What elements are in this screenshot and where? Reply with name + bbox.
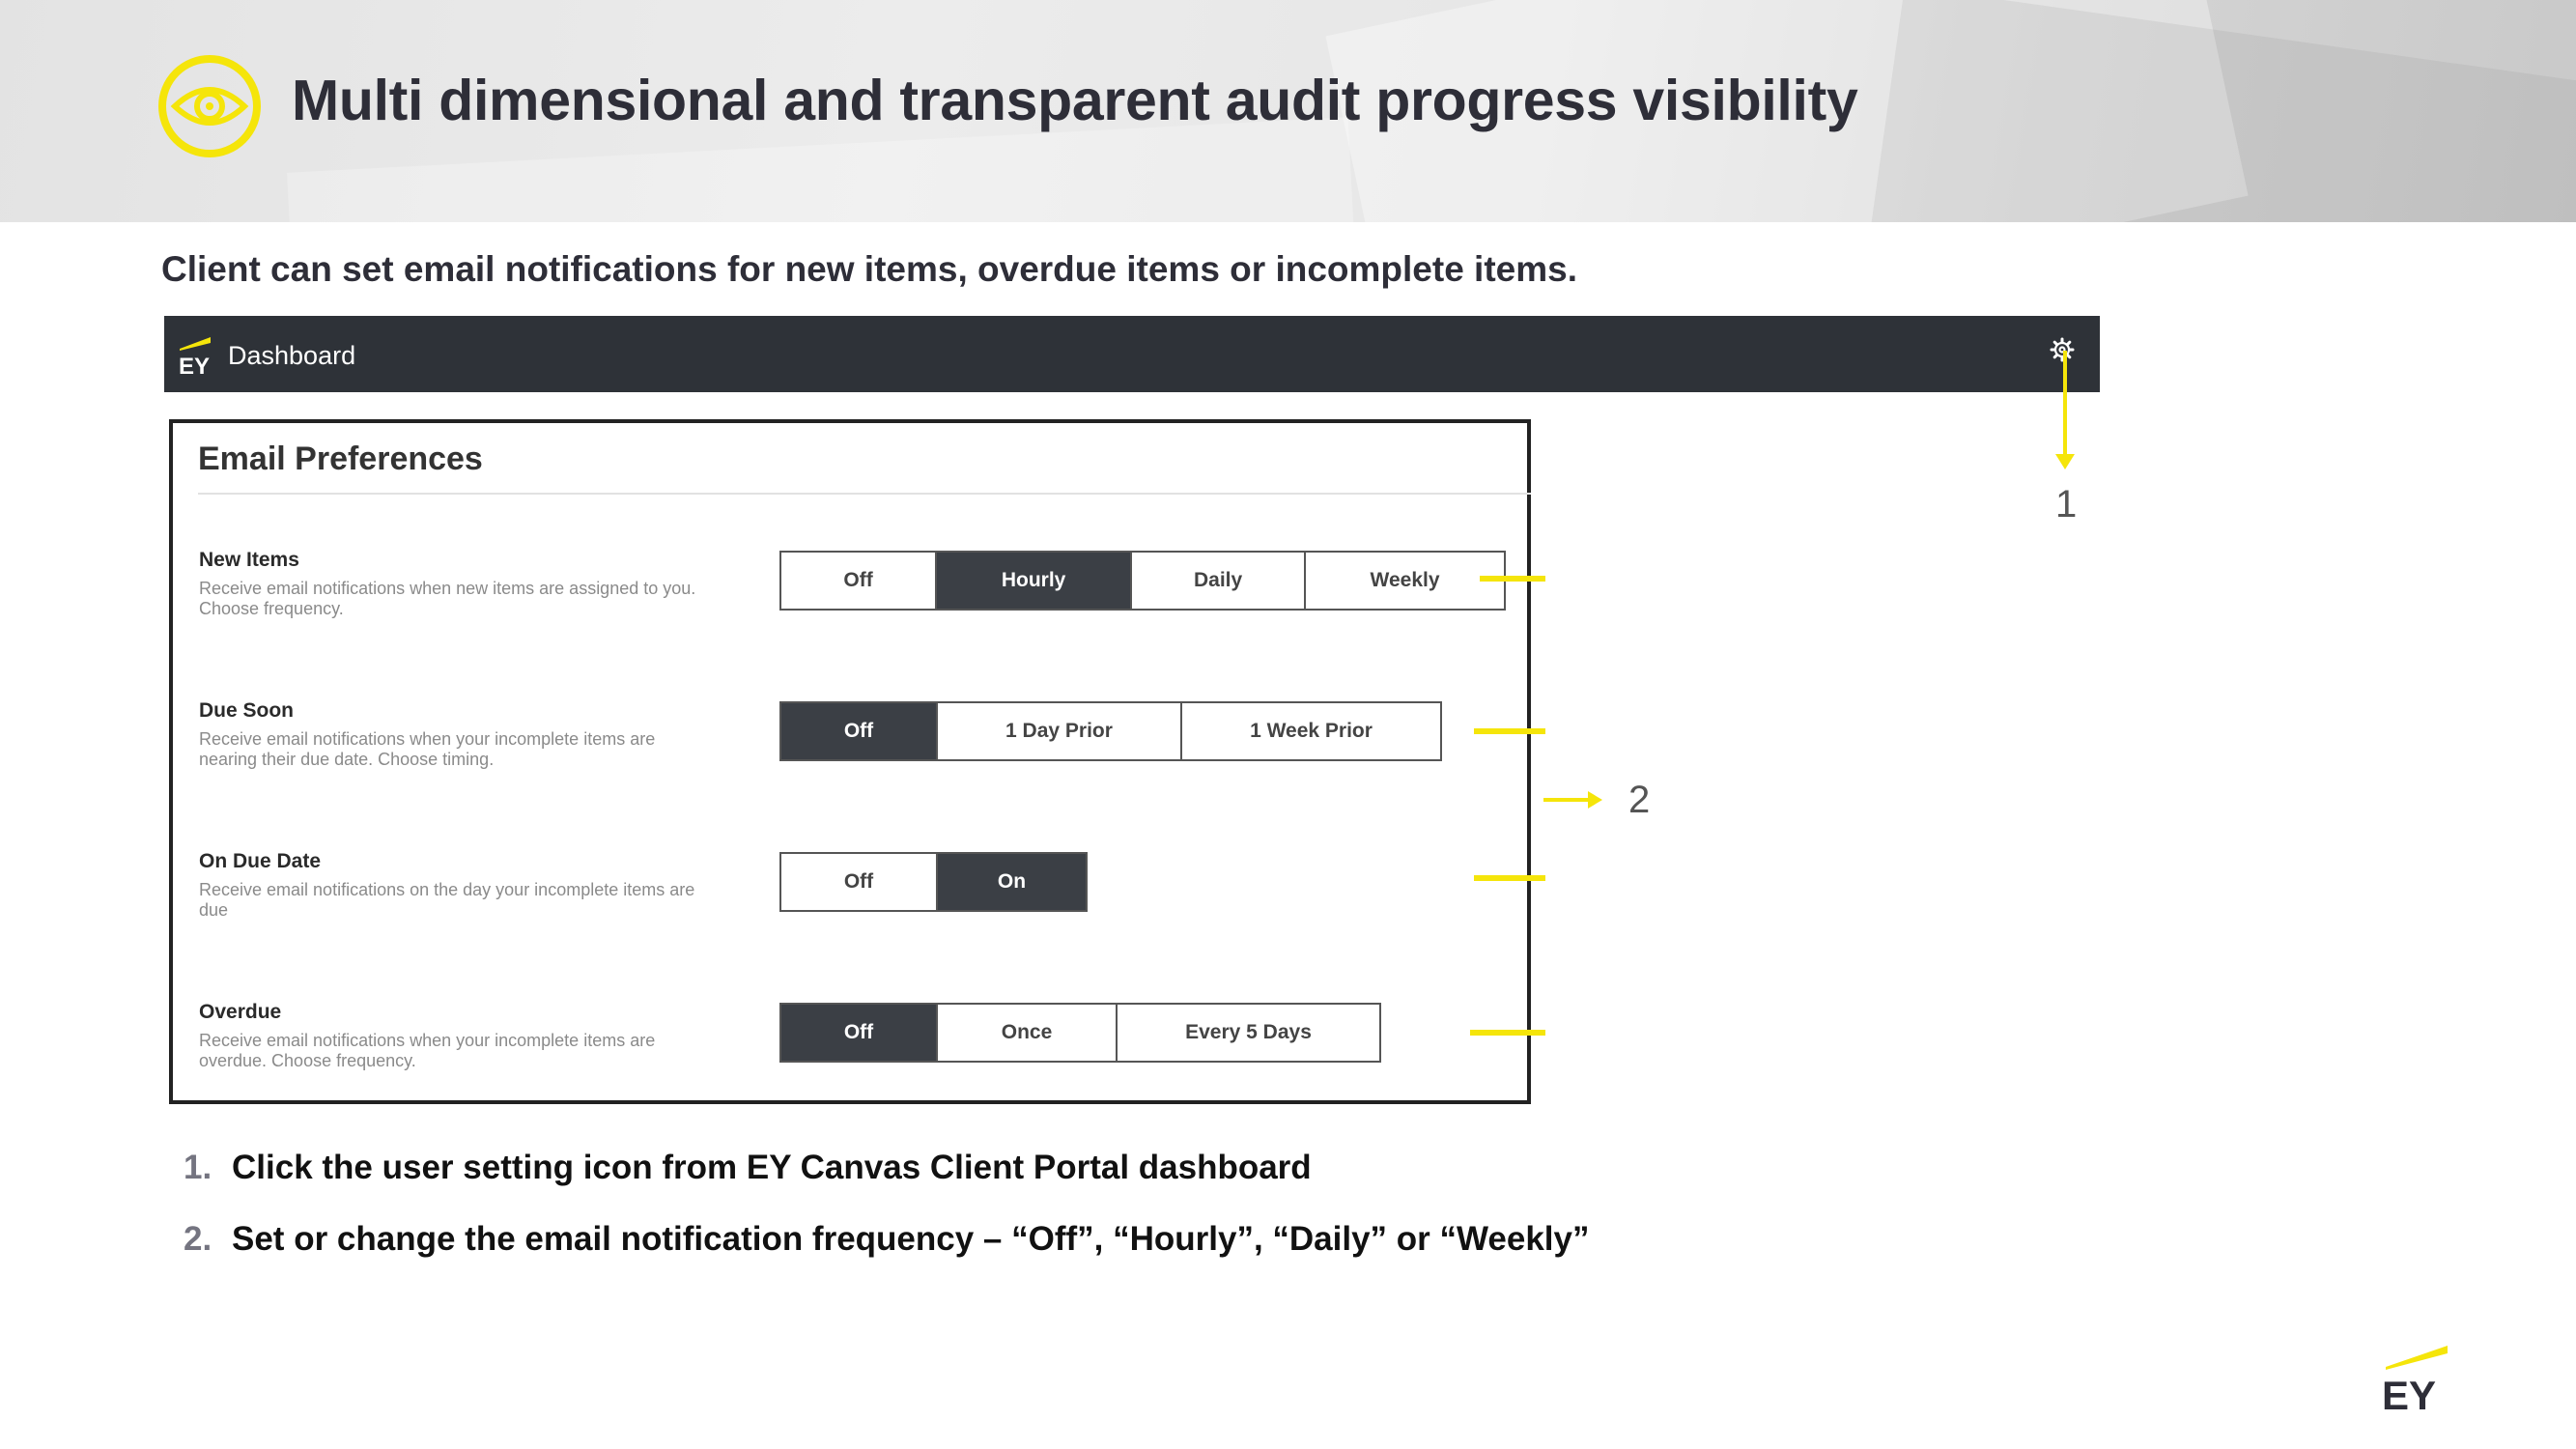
header-banner xyxy=(0,0,2576,222)
dashboard-bar xyxy=(164,316,2100,392)
ey-logo-icon xyxy=(178,333,212,376)
option-weekly[interactable]: Weekly xyxy=(1304,553,1504,609)
option-off[interactable]: Off xyxy=(781,854,936,910)
eye-icon xyxy=(157,54,262,158)
callout-1-number: 1 xyxy=(2055,483,2078,526)
step-number: 1. xyxy=(184,1149,212,1186)
ey-footer-logo-text: EY xyxy=(2382,1373,2437,1411)
row-marker xyxy=(1474,728,1545,734)
row-marker xyxy=(1480,576,1545,582)
option-off[interactable]: Off xyxy=(781,553,935,609)
pref-desc-new-items: Receive email notifications when new items are assigned to you. Choose frequency. xyxy=(199,579,696,618)
step-text: Set or change the email notification frequency – “Off”, “Hourly”, “Daily” or “Weekly” xyxy=(232,1220,1590,1258)
option-once[interactable]: Once xyxy=(936,1005,1116,1061)
dashboard-title[interactable]: Dashboard xyxy=(228,341,356,370)
email-preferences-panel xyxy=(169,419,1531,1104)
callout-2-number: 2 xyxy=(1628,779,1651,821)
option-daily[interactable]: Daily xyxy=(1130,553,1304,609)
page-subtitle: Client can set email notifications for new items, overdue items or incomplete items. xyxy=(161,249,1577,289)
row-marker xyxy=(1474,875,1545,881)
segmented-control-on-due-date xyxy=(779,852,1088,912)
step-number: 2. xyxy=(184,1220,212,1258)
gear-icon[interactable] xyxy=(2050,337,2075,362)
option-1-week-prior[interactable]: 1 Week Prior xyxy=(1180,703,1440,759)
option-hourly[interactable]: Hourly xyxy=(935,553,1130,609)
pref-label-on-due-date: On Due Date xyxy=(199,850,322,872)
pref-label-due-soon: Due Soon xyxy=(199,699,294,722)
divider xyxy=(198,493,1531,495)
segmented-control-new-items xyxy=(779,551,1506,611)
ey-footer-logo-icon xyxy=(2382,1344,2449,1411)
page-title: Multi dimensional and transparent audit progress visibility xyxy=(292,69,1858,132)
callout-1-arrow xyxy=(2063,351,2067,462)
pref-desc-on-due-date: Receive email notifications on the day your incomplete items are due xyxy=(199,880,695,920)
segmented-control-due-soon xyxy=(779,701,1442,761)
option-1-day-prior[interactable]: 1 Day Prior xyxy=(936,703,1180,759)
pref-label-overdue: Overdue xyxy=(199,1001,282,1023)
segmented-control-overdue xyxy=(779,1003,1381,1063)
callout-2-arrowhead xyxy=(1588,791,1602,809)
ey-logo-text: EY xyxy=(179,354,211,376)
pref-label-new-items: New Items xyxy=(199,549,299,571)
pref-desc-overdue: Receive email notifications when your incomplete items are overdue. Choose frequency. xyxy=(199,1031,656,1070)
callout-1-arrowhead xyxy=(2055,454,2075,469)
instruction-step xyxy=(184,1220,1590,1259)
banner-texture xyxy=(1870,0,2576,222)
step-text: Click the user setting icon from EY Canvas Client Portal dashboard xyxy=(232,1149,1312,1186)
option-off[interactable]: Off xyxy=(781,1005,936,1061)
callout-2-arrow xyxy=(1543,798,1590,802)
instruction-step xyxy=(184,1149,1312,1187)
panel-title: Email Preferences xyxy=(198,440,483,477)
option-on[interactable]: On xyxy=(936,854,1086,910)
row-marker xyxy=(1470,1030,1545,1036)
option-every-5-days[interactable]: Every 5 Days xyxy=(1116,1005,1379,1061)
pref-desc-due-soon: Receive email notifications when your incomplete items are nearing their due date. Choose timing. xyxy=(199,729,656,769)
option-off[interactable]: Off xyxy=(781,703,936,759)
